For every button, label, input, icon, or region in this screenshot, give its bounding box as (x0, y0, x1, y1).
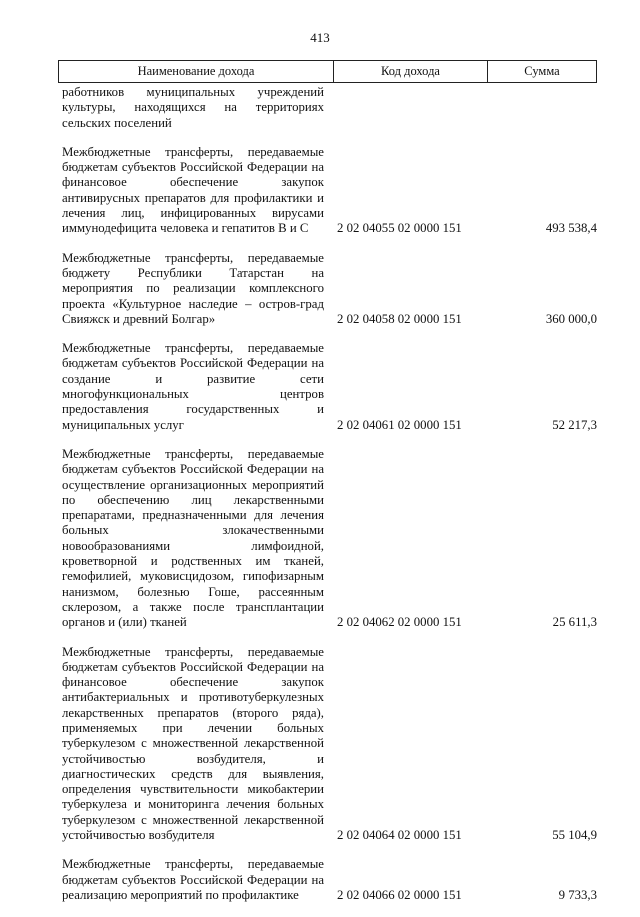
row-code: 2 02 04064 02 0000 151 (337, 828, 462, 843)
row-sum: 55 104,9 (552, 828, 597, 843)
table-row (58, 145, 597, 237)
header-code: Код дохода (334, 61, 488, 82)
row-sum: 493 538,4 (545, 221, 597, 236)
row-name: Межбюджетные трансферты, передаваемые бюджету Республики Татарстан на мероприятия по реализации комплексного проекта «Культурное наследие – остров-град Свияжск и древний Болгар» (62, 250, 324, 326)
row-sum: 52 217,3 (552, 417, 597, 432)
table-row (58, 645, 597, 844)
table-row (58, 447, 597, 631)
row-code (337, 85, 491, 131)
row-code: 2 02 04058 02 0000 151 (337, 311, 462, 326)
table-row (58, 341, 597, 433)
table-row (58, 85, 597, 131)
table-header (58, 60, 597, 83)
table-body (58, 83, 597, 917)
row-sum: 9 733,3 (558, 887, 597, 902)
row-name: Межбюджетные трансферты, передаваемые бюджетам субъектов Российской Федерации на осуществление организационных мероприятий по обеспечению лиц лекарственными препаратами, предназначенными для лечения больных злокачественными новообразованиями лимфоидной, кроветворной и родственных им тканей, гемофилией, муковисцидозом, гипофизарным нанизмом, болезнью Гоше, рассеянным склерозом, а также после трансплантации органов и (или) тканей (62, 446, 324, 630)
row-code: 2 02 04066 02 0000 151 (337, 887, 462, 902)
row-code: 2 02 04062 02 0000 151 (337, 615, 462, 630)
header-name: Наименование дохода (59, 61, 334, 82)
row-name: Межбюджетные трансферты, передаваемые бюджетам субъектов Российской Федерации на финансовое обеспечение закупок антивирусных препаратов для профилактики и лечения лиц, инфицированных вирусами иммунодефицита человека и гепатитов В и С (62, 144, 324, 236)
table-row (58, 857, 597, 903)
row-name: Межбюджетные трансферты, передаваемые бюджетам субъектов Российской Федерации на финансовое обеспечение закупок антибактериальных и противотуберкулезных лекарственных препаратов (второго ряда), применяемых при лечении больных туберкулезом с множественной лекарственной устойчивостью возбудителя, и диагностических средств для выявления, определения чувствительности микобактерии туберкулеза и мониторинга лечения больных туберкулезом с множественной лекарственной устойчивостью возбудителя (62, 644, 324, 843)
row-sum (491, 85, 597, 131)
row-sum: 25 611,3 (552, 615, 597, 630)
page-number: 413 (310, 30, 330, 45)
row-sum: 360 000,0 (545, 311, 597, 326)
row-name: Межбюджетные трансферты, передаваемые бюджетам субъектов Российской Федерации на реализацию мероприятий по профилактике (62, 857, 324, 902)
row-code: 2 02 04061 02 0000 151 (337, 417, 462, 432)
header-sum: Сумма (524, 64, 560, 78)
row-name: работников муниципальных учреждений культуры, находящихся на территориях сельских поселений (62, 85, 324, 130)
row-code: 2 02 04055 02 0000 151 (337, 221, 462, 236)
row-name: Межбюджетные трансферты, передаваемые бюджетам субъектов Российской Федерации на создание и развитие сети многофункциональных центров предоставления государственных и муниципальных услуг (62, 341, 324, 432)
table-row (58, 251, 597, 327)
